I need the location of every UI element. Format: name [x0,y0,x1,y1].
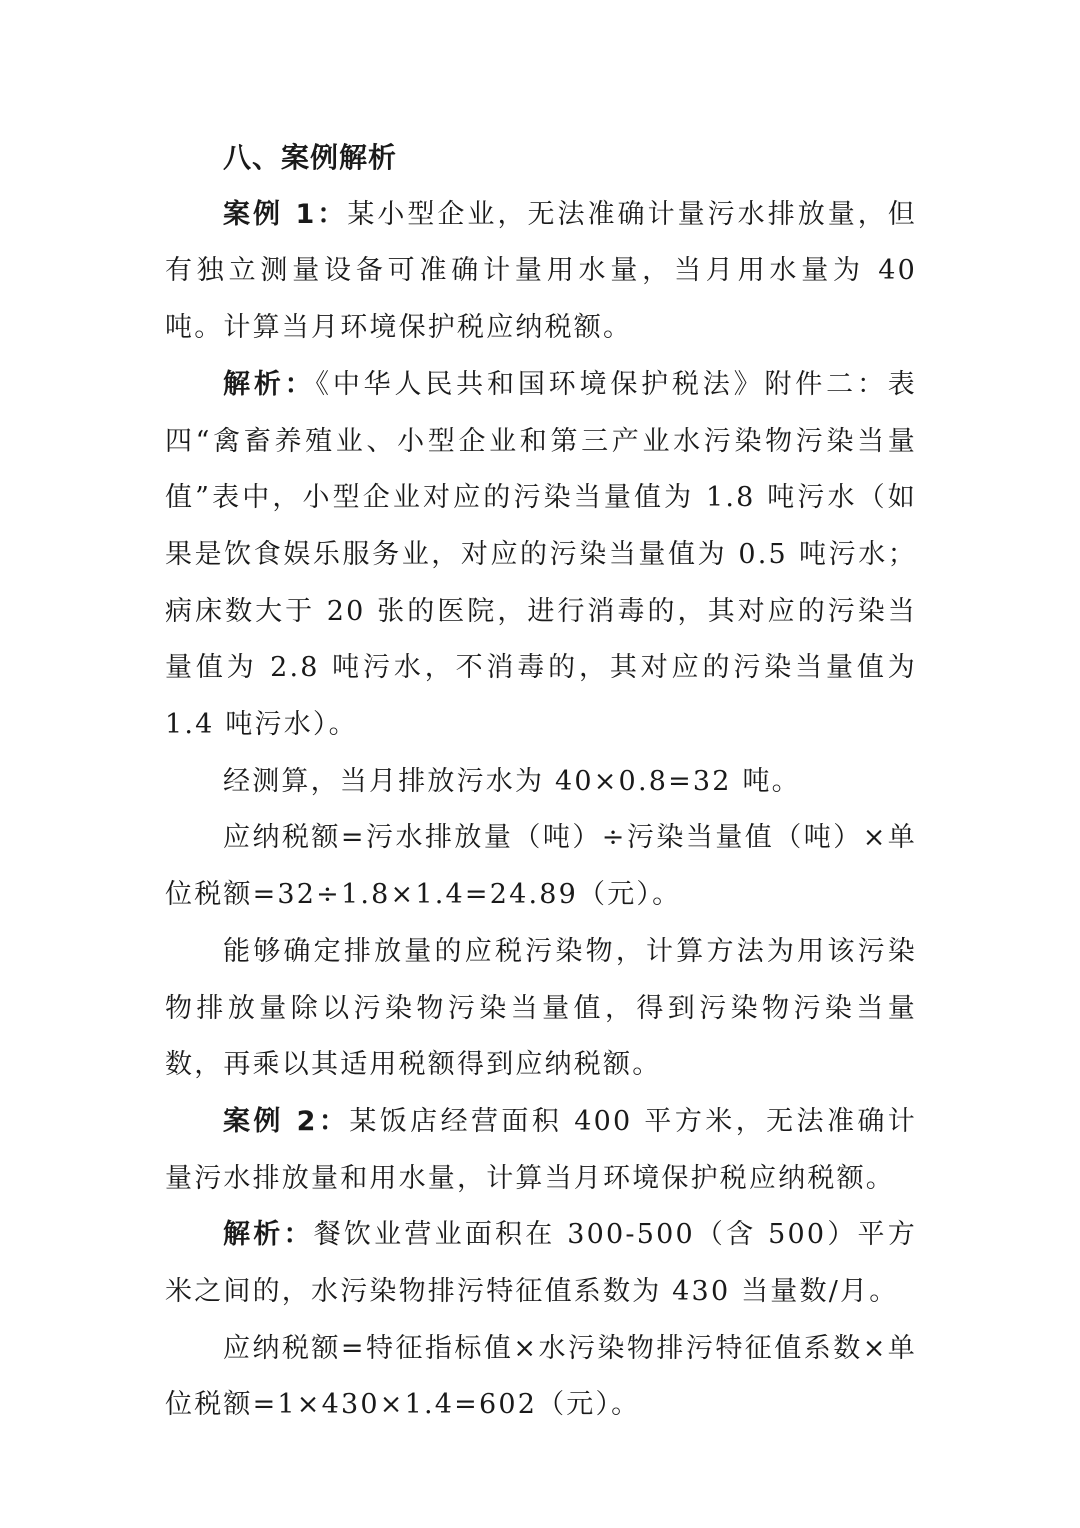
case-1-label: 案例 1： [223,198,348,230]
case-2-text: 某饭店经营面积 400 平方米，无法准确计量污水排放量和用水量，计算当月环境保护税应纳税额。 [165,1105,918,1194]
analysis-2-paragraph [165,1207,917,1320]
analysis-2-label: 解析： [223,1219,314,1251]
case-1-text: 某小型企业，无法准确计量污水排放量，但有独立测量设备可准确计量用水量，当月用水量为 40 吨。计算当月环境保护税应纳税额。 [165,198,917,344]
analysis-1-label: 解析： [223,368,316,400]
formula-2-paragraph: 应纳税额=特征指标值×水污染物排污特征值系数×单位税额=1×430×1.4=602（元）。 [165,1332,917,1421]
calculation-1-paragraph: 经测算，当月排放污水为 40×0.8=32 吨。 [223,765,801,797]
analysis-1-paragraph [165,357,917,754]
analysis-1-text: 《中华人民共和国环境保护税法》附件二：表四“禽畜养殖业、小型企业和第三产业水污染物污染当量值”表中，小型企业对应的污染当量值为 1.8 吨污水（如果是饮食娱乐服务业，对应的污染当量值为 0.5 吨污水；病床数大于 20 张的医院，进行消毒的，其对应的污染当量值为 2.8 吨污水，不消毒的，其对应的污染当量值为 1.4 吨污水）。 [165,368,917,741]
section-heading: 八、案例解析 [223,141,398,174]
case-2-paragraph [165,1094,917,1207]
document-body [165,130,917,1434]
case-1-paragraph [165,187,917,357]
formula-1-paragraph: 应纳税额=污水排放量（吨）÷污染当量值（吨）×单位税额=32÷1.8×1.4=24.89（元）。 [165,822,917,911]
analysis-2-text: 餐饮业营业面积在 300-500（含 500）平方米之间的，水污染物排污特征值系数为 430 当量数/月。 [165,1219,917,1308]
case-2-label: 案例 2： [223,1105,350,1137]
method-paragraph: 能够确定排放量的应税污染物，计算方法为用该污染物排放量除以污染物污染当量值，得到污染物污染当量数，再乘以其适用税额得到应纳税额。 [165,935,917,1081]
